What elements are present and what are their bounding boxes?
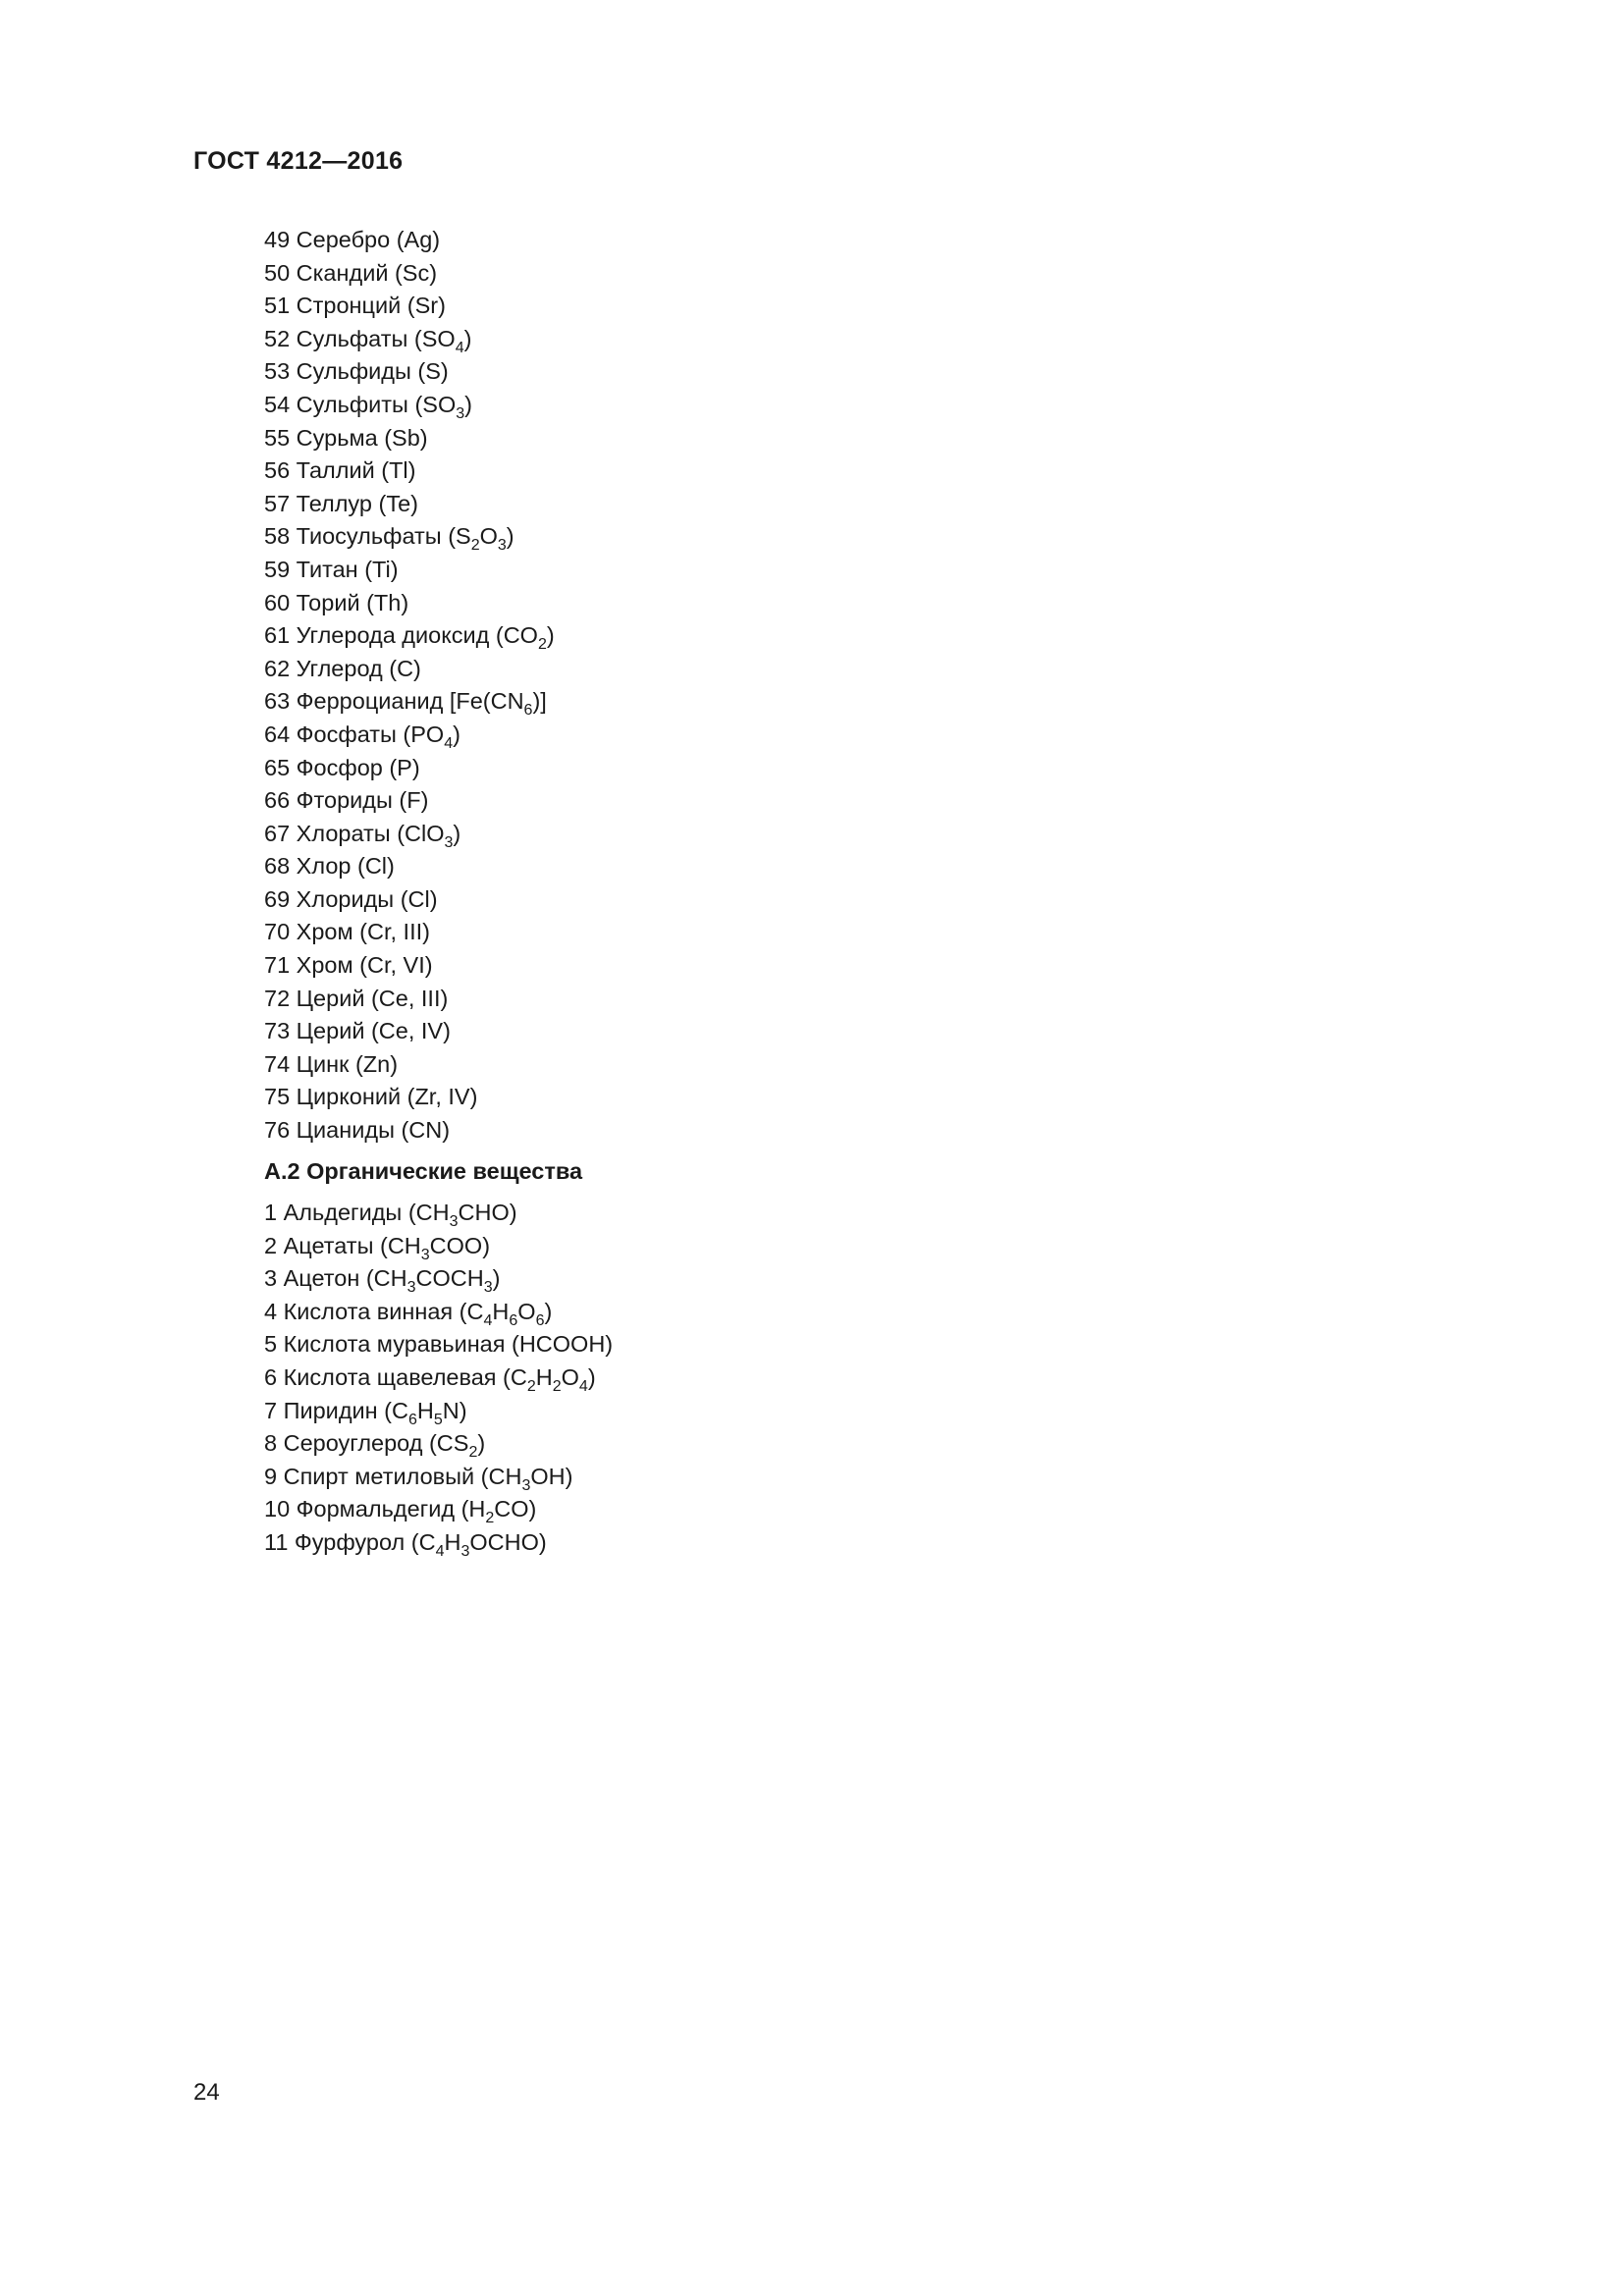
formula-subscript: 2: [537, 636, 547, 654]
item-text: ): [546, 622, 555, 649]
item-text: 8 Сероуглерод (CS: [264, 1430, 469, 1457]
item-text: ): [463, 325, 472, 351]
formula-subscript: 5: [433, 1411, 443, 1428]
list-item: [264, 323, 555, 356]
item-text: 70 Хром (Cr, III): [264, 919, 430, 945]
list-item: [264, 257, 555, 291]
list-item: [264, 1427, 613, 1461]
item-text: H: [416, 1397, 434, 1423]
item-text: 10 Формальдегид (H: [264, 1496, 486, 1522]
item-text: 74 Цинк (Zn): [264, 1050, 399, 1077]
list-item: [264, 784, 555, 818]
list-item: [264, 719, 555, 752]
item-text: 3 Ацетон (CH: [264, 1265, 407, 1292]
item-text: 63 Ферроцианид [Fe(CN: [264, 688, 524, 715]
formula-subscript: 3: [460, 1542, 470, 1560]
item-text: O: [517, 1298, 536, 1324]
list-item: [264, 1493, 613, 1526]
formula-subscript: 4: [578, 1377, 588, 1395]
item-text: ): [464, 391, 472, 417]
list-item: [264, 454, 555, 488]
item-text: 50 Скандий (Sc): [264, 259, 438, 286]
item-text: 7 Пиридин (C: [264, 1397, 408, 1423]
organic-substances-list: [264, 1197, 613, 1560]
list-item: [264, 1081, 555, 1114]
item-text: 11 Фурфурол (C: [264, 1528, 436, 1555]
item-text: 69 Хлориды (Cl): [264, 885, 438, 912]
item-text: 53 Сульфиды (S): [264, 358, 449, 385]
item-text: 55 Сурьма (Sb): [264, 424, 428, 451]
item-text: 68 Хлор (Cl): [264, 853, 395, 880]
formula-subscript: 4: [483, 1311, 493, 1329]
item-text: H: [535, 1363, 553, 1390]
list-item: [264, 224, 555, 257]
list-item: [264, 554, 555, 587]
formula-subscript: 3: [406, 1279, 416, 1297]
item-text: 54 Сульфиты (SO: [264, 391, 457, 417]
item-text: ): [453, 820, 461, 846]
list-item: [264, 916, 555, 949]
item-text: 71 Хром (Cr, VI): [264, 952, 433, 979]
item-text: ): [492, 1265, 501, 1292]
formula-subscript: 3: [449, 1213, 459, 1230]
item-text: 64 Фосфаты (PO: [264, 721, 445, 747]
item-text: )]: [532, 688, 547, 715]
formula-subscript: 6: [523, 702, 533, 720]
formula-subscript: 2: [552, 1377, 562, 1395]
item-text: 58 Тиосульфаты (S: [264, 523, 471, 550]
item-text: ): [544, 1298, 553, 1324]
list-item: [264, 1048, 555, 1082]
item-text: 59 Титан (Ti): [264, 556, 399, 582]
list-item: [264, 1114, 555, 1148]
item-text: O: [561, 1363, 579, 1390]
item-text: H: [444, 1528, 461, 1555]
formula-subscript: 3: [521, 1476, 531, 1494]
list-item: [264, 850, 555, 883]
formula-subscript: 6: [407, 1411, 417, 1428]
formula-subscript: 3: [483, 1279, 493, 1297]
formula-subscript: 3: [444, 833, 454, 851]
item-text: 6 Кислота щавелевая (C: [264, 1363, 527, 1390]
item-text: COO): [429, 1232, 491, 1258]
list-item: [264, 1461, 613, 1494]
formula-subscript: 2: [470, 537, 480, 555]
list-item: [264, 1230, 613, 1263]
formula-subscript: 4: [435, 1542, 445, 1560]
item-text: 73 Церий (Ce, IV): [264, 1018, 451, 1044]
formula-subscript: 6: [509, 1311, 518, 1329]
item-text: COCH: [415, 1265, 484, 1292]
list-item: [264, 883, 555, 917]
item-text: 72 Церий (Ce, III): [264, 985, 449, 1011]
formula-subscript: 2: [485, 1510, 495, 1527]
item-text: 75 Цирконий (Zr, IV): [264, 1084, 478, 1110]
list-item: [264, 619, 555, 653]
formula-subscript: 3: [456, 404, 465, 422]
list-item: [264, 1362, 613, 1395]
item-text: 60 Торий (Th): [264, 589, 409, 615]
list-item: [264, 587, 555, 620]
list-item: [264, 290, 555, 323]
formula-subscript: 3: [497, 537, 507, 555]
item-text: H: [492, 1298, 510, 1324]
item-text: 52 Сульфаты (SO: [264, 325, 456, 351]
item-text: OCHO): [469, 1528, 547, 1555]
list-item: [264, 355, 555, 389]
item-text: 4 Кислота винная (C: [264, 1298, 484, 1324]
item-text: 1 Альдегиды (CH: [264, 1200, 450, 1225]
item-text: 51 Стронций (Sr): [264, 293, 446, 319]
list-item: [264, 653, 555, 686]
list-item: [264, 389, 555, 422]
item-text: 67 Хлораты (ClO: [264, 820, 445, 846]
list-item: [264, 818, 555, 851]
list-item: [264, 520, 555, 554]
formula-subscript: 3: [420, 1246, 430, 1263]
item-text: N): [442, 1397, 467, 1423]
item-text: ): [506, 523, 514, 550]
inorganic-substances-list: [264, 224, 555, 1148]
item-text: 66 Фториды (F): [264, 787, 429, 814]
item-text: ): [453, 721, 460, 747]
list-item: [264, 1296, 613, 1329]
item-text: OH): [530, 1463, 573, 1489]
list-item: [264, 752, 555, 785]
formula-subscript: 2: [526, 1377, 536, 1395]
item-text: ): [587, 1363, 596, 1390]
item-text: ): [477, 1430, 486, 1457]
list-item: [264, 1526, 613, 1560]
item-text: 2 Ацетаты (CH: [264, 1232, 421, 1258]
list-item: [264, 422, 555, 455]
list-item: [264, 1197, 613, 1230]
item-text: 61 Углерода диоксид (CO: [264, 622, 538, 649]
list-item: [264, 1395, 613, 1428]
list-item: [264, 1015, 555, 1048]
item-text: 62 Углерод (C): [264, 655, 421, 681]
formula-subscript: 2: [468, 1444, 478, 1462]
list-item: [264, 488, 555, 521]
item-text: 49 Серебро (Ag): [264, 227, 441, 252]
item-text: 65 Фосфор (P): [264, 754, 420, 780]
item-text: O: [479, 523, 498, 550]
page-number: 24: [193, 2079, 220, 2106]
item-text: 56 Таллий (Tl): [264, 457, 416, 484]
formula-subscript: 6: [535, 1311, 545, 1329]
list-item: [264, 685, 555, 719]
item-text: CO): [494, 1496, 537, 1522]
formula-subscript: 4: [444, 734, 454, 752]
list-item: [264, 1328, 613, 1362]
list-item: [264, 983, 555, 1016]
item-text: 76 Цианиды (CN): [264, 1117, 451, 1144]
item-text: CHO): [458, 1200, 517, 1225]
section-heading-organic: А.2 Органические вещества: [264, 1158, 583, 1184]
item-text: 57 Теллур (Te): [264, 490, 418, 516]
list-item: [264, 949, 555, 983]
item-text: 9 Спирт метиловый (CH: [264, 1463, 522, 1489]
list-item: [264, 1262, 613, 1296]
item-text: 5 Кислота муравьиная (HCOOH): [264, 1331, 614, 1358]
document-header: ГОСТ 4212—2016: [193, 147, 404, 175]
formula-subscript: 4: [455, 339, 464, 356]
